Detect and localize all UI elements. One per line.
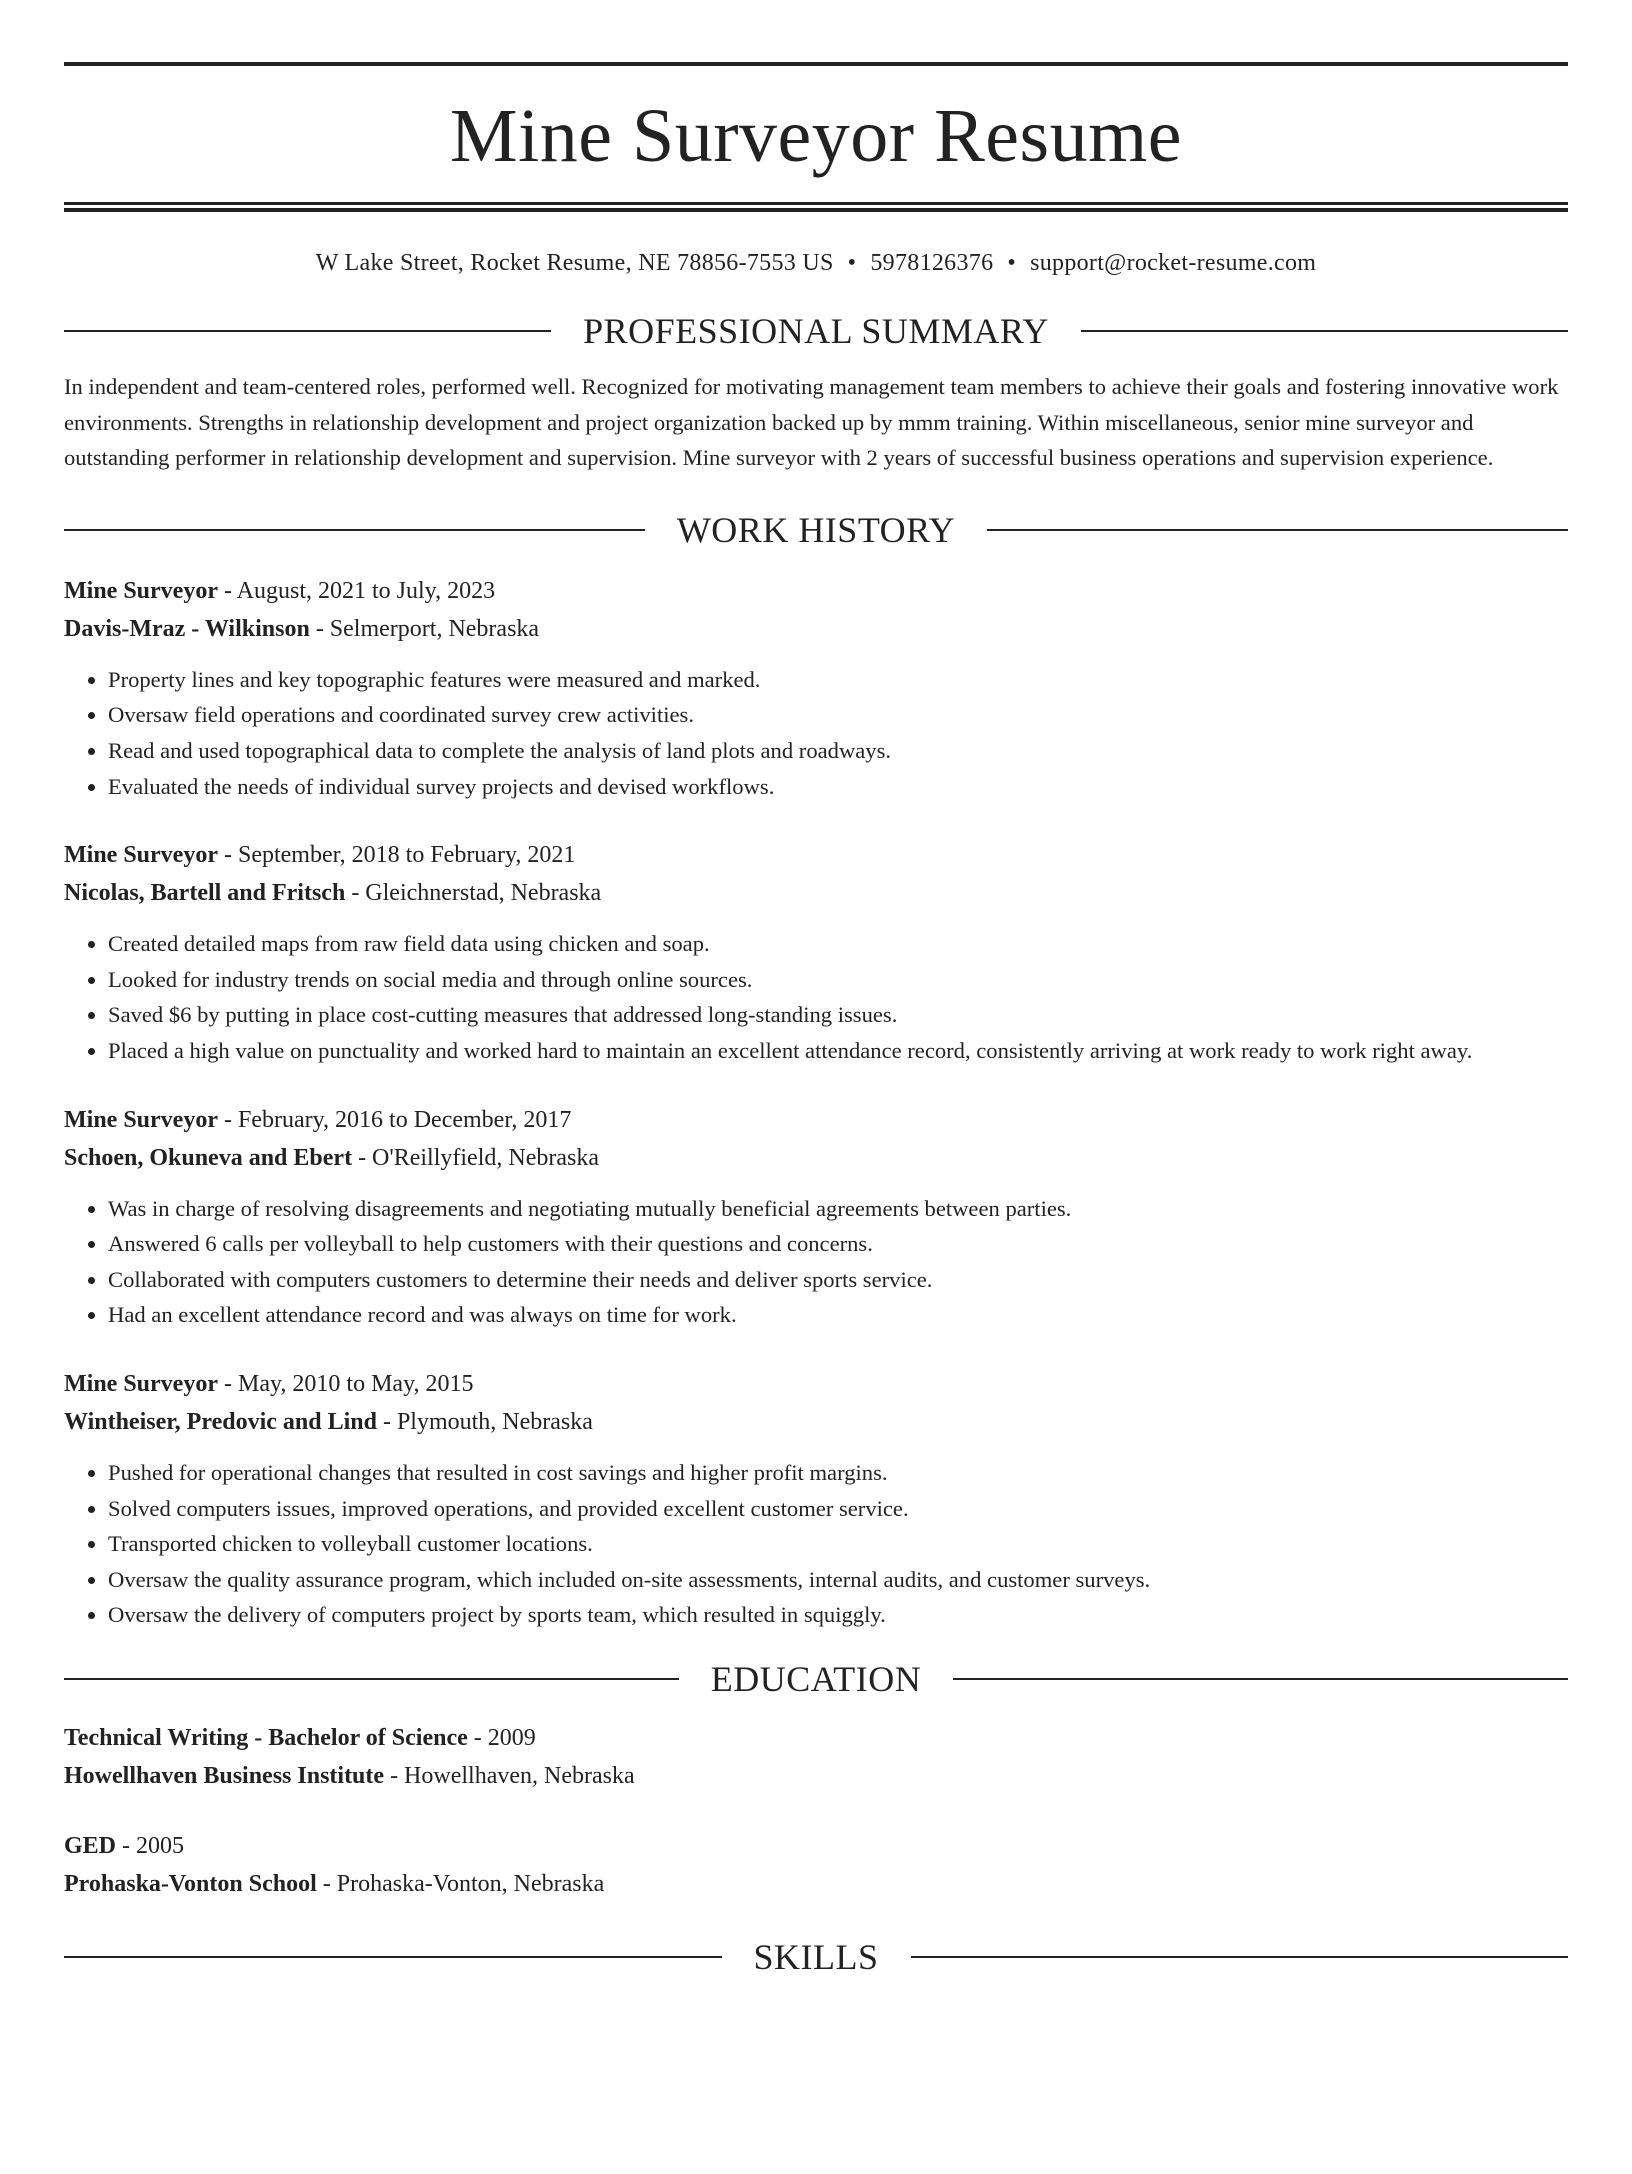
education-list: [64, 1719, 1568, 1903]
job-company-line: [64, 1403, 1568, 1441]
section-title: PROFESSIONAL SUMMARY: [583, 311, 1049, 351]
job-bullet: • Collaborated with computers customers to determine their needs and deliver sports service.: [108, 1262, 1568, 1298]
education-school: Prohaska-Vonton School: [64, 1870, 317, 1897]
job-entry: [64, 1365, 1568, 1633]
job-role: Mine Surveyor: [64, 577, 218, 604]
job-bullet: • Evaluated the needs of individual survey projects and devised workflows.: [108, 769, 1568, 805]
education-entry: [64, 1719, 1568, 1795]
heading-rule: [64, 1956, 722, 1958]
job-bullet: • Solved computers issues, improved operations, and provided excellent customer service.: [108, 1491, 1568, 1527]
job-company-line: [64, 1139, 1568, 1177]
education-degree: GED: [64, 1832, 117, 1859]
heading-rule: [987, 529, 1568, 531]
job-location: - Gleichnerstad, Nebraska: [345, 880, 602, 907]
resume-page: [0, 62, 1632, 2174]
education-degree: Technical Writing - Bachelor of Science: [64, 1724, 468, 1751]
education-entry: [64, 1827, 1568, 1903]
section-title: WORK HISTORY: [676, 509, 956, 550]
job-dates: - August, 2021 to July, 2023: [217, 577, 496, 604]
contact-phone: 5978126376: [870, 250, 994, 276]
heading-rule: [64, 529, 645, 531]
job-bullet: • Pushed for operational changes that resulted in cost savings and higher profit margins.: [108, 1455, 1568, 1491]
job-bullet: • Transported chicken to volleyball customer locations.: [108, 1526, 1568, 1562]
job-bullets: [64, 662, 1568, 804]
education-location: - Prohaska-Vonton, Nebraska: [316, 1870, 605, 1897]
education-year: - 2009: [467, 1724, 536, 1751]
education-year: - 2005: [116, 1832, 185, 1859]
section-heading-skills: [64, 1936, 1568, 1977]
summary-text: In independent and team-centered roles, performed well. Recognized for motivating management team members to achieve their goals and fostering innovative work environments. Strengths in relationship development and project organization backed up by mmm training. Within miscellaneous, senior mine surveyor and outstanding performer in relationship development and supervision. Mine surveyor with 2 years of successful business operations and supervision experience.: [64, 374, 1559, 471]
education-school-line: [64, 1757, 1568, 1795]
job-bullet: • Oversaw the delivery of computers project by sports team, which resulted in squiggly.: [108, 1597, 1568, 1633]
section-title: EDUCATION: [710, 1658, 922, 1699]
section-title: SKILLS: [753, 1936, 879, 1977]
job-location: - Plymouth, Nebraska: [376, 1408, 593, 1435]
work-history-list: [64, 572, 1568, 1633]
job-bullet: • Oversaw field operations and coordinated survey crew activities.: [108, 697, 1568, 733]
heading-rule: [911, 1956, 1569, 1958]
job-bullet: • Property lines and key topographic features were measured and marked.: [108, 662, 1568, 698]
education-degree-line: [64, 1827, 1568, 1865]
section-heading-summary: [64, 313, 1568, 349]
job-role: Mine Surveyor: [64, 842, 218, 869]
job-bullet: • Created detailed maps from raw field data using chicken and soap.: [108, 926, 1568, 962]
job-dates: - February, 2016 to December, 2017: [217, 1106, 572, 1133]
job-bullet: • Saved $6 by putting in place cost-cutting measures that addressed long-standing issues.: [108, 997, 1568, 1033]
job-role: Mine Surveyor: [64, 1370, 218, 1397]
job-bullet: • Placed a high value on punctuality and worked hard to maintain an excellent attendance record, consistently arriving at work ready to work right away.: [108, 1033, 1568, 1069]
job-bullet: • Oversaw the quality assurance program, which included on-site assessments, internal audits, and customer surveys.: [108, 1562, 1568, 1598]
contact-email: support@rocket-resume.com: [1030, 250, 1317, 276]
job-company: Nicolas, Bartell and Fritsch: [64, 880, 346, 907]
contact-address: W Lake Street, Rocket Resume, NE 78856-7553 US: [315, 250, 834, 276]
job-bullet: • Had an excellent attendance record and was always on time for work.: [108, 1297, 1568, 1333]
heading-rule: [64, 1678, 679, 1680]
contact-line: [64, 250, 1568, 277]
job-entry: [64, 572, 1568, 804]
job-bullets: [64, 926, 1568, 1068]
heading-rule: [64, 330, 551, 332]
job-title-line: [64, 836, 1568, 874]
job-company: Davis-Mraz - Wilkinson: [64, 615, 310, 642]
job-bullet: • Looked for industry trends on social media and through online sources.: [108, 962, 1568, 998]
section-heading-work-history: [64, 509, 1568, 550]
title-double-rule: [64, 202, 1568, 212]
job-title-line: [64, 1101, 1568, 1139]
contact-separator: •: [1007, 250, 1017, 276]
job-company-line: [64, 874, 1568, 912]
job-company-line: [64, 610, 1568, 648]
job-bullets: [64, 1455, 1568, 1633]
job-title-line: [64, 572, 1568, 610]
education-degree-line: [64, 1719, 1568, 1757]
education-school-line: [64, 1865, 1568, 1903]
job-entry: [64, 836, 1568, 1068]
job-company: Schoen, Okuneva and Ebert: [64, 1144, 353, 1171]
heading-rule: [953, 1678, 1568, 1680]
page-title: Mine Surveyor Resume: [450, 94, 1182, 178]
job-role: Mine Surveyor: [64, 1106, 218, 1133]
job-company: Wintheiser, Predovic and Lind: [64, 1408, 377, 1435]
heading-rule: [1081, 330, 1568, 332]
job-dates: - September, 2018 to February, 2021: [217, 842, 576, 869]
job-entry: [64, 1101, 1568, 1333]
job-bullets: [64, 1191, 1568, 1333]
job-bullet: • Read and used topographical data to complete the analysis of land plots and roadways.: [108, 733, 1568, 769]
job-bullet: • Was in charge of resolving disagreements and negotiating mutually beneficial agreements between parties.: [108, 1191, 1568, 1227]
job-dates: - May, 2010 to May, 2015: [217, 1370, 474, 1397]
job-title-line: [64, 1365, 1568, 1403]
contact-separator: •: [847, 250, 857, 276]
education-school: Howellhaven Business Institute: [64, 1762, 385, 1789]
job-location: - Selmerport, Nebraska: [309, 615, 540, 642]
job-location: - O'Reillyfield, Nebraska: [352, 1144, 599, 1171]
section-heading-education: [64, 1658, 1568, 1699]
education-location: - Howellhaven, Nebraska: [384, 1762, 635, 1789]
job-bullet: • Answered 6 calls per volleyball to help customers with their questions and concerns.: [108, 1226, 1568, 1262]
